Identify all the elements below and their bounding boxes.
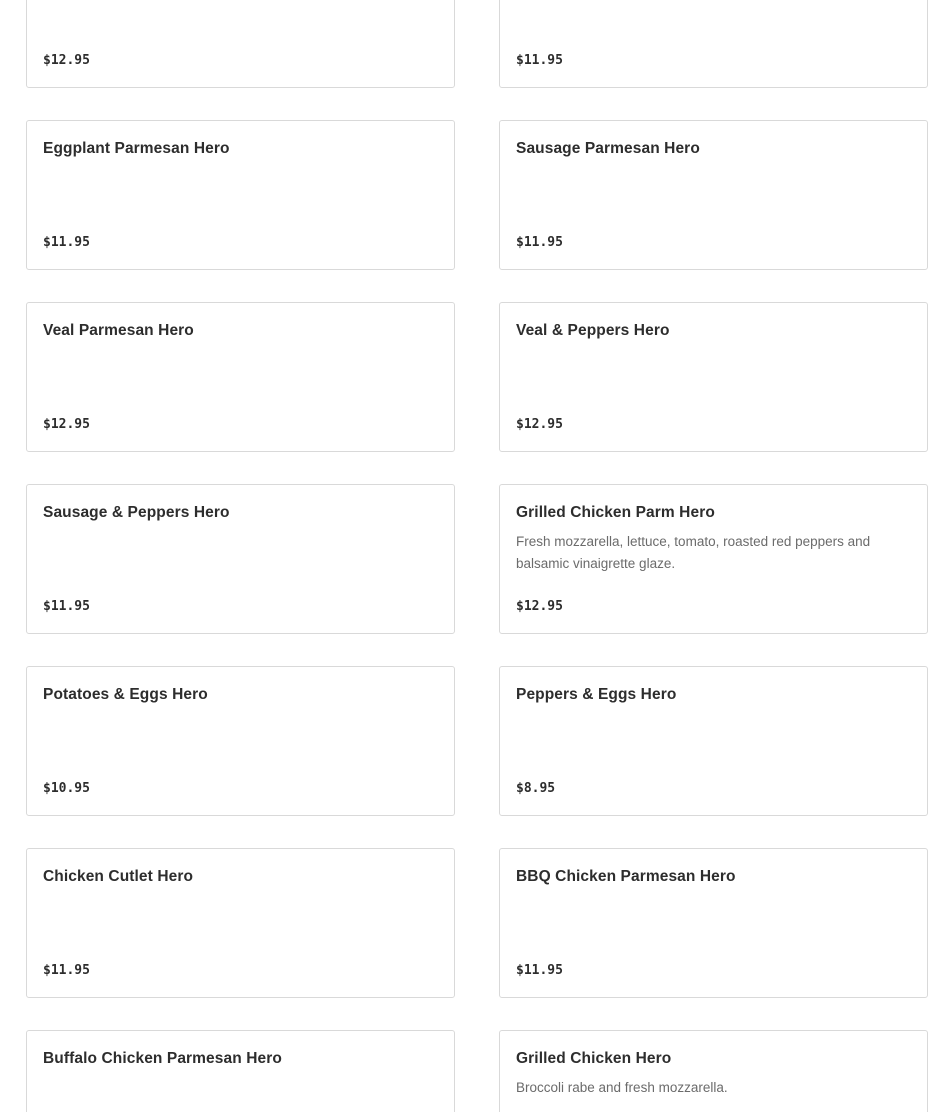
menu-item-card[interactable] [499, 0, 928, 88]
menu-item-card[interactable] [499, 302, 928, 452]
menu-item-price: $11.95 [516, 235, 563, 250]
menu-item-name: Buffalo Chicken Parmesan Hero [43, 1050, 282, 1067]
menu-item-card[interactable] [499, 120, 928, 270]
menu-item-description: Fresh mozzarella, lettuce, tomato, roasted red peppers and balsamic vinaigrette glaze. [516, 534, 871, 571]
menu-item-price: $12.95 [43, 53, 90, 68]
menu-item-price: $11.95 [43, 235, 90, 250]
menu-item-price: $11.95 [43, 599, 90, 614]
menu-item-price: $11.95 [516, 53, 563, 68]
menu-item-name: Veal & Peppers Hero [516, 322, 670, 339]
menu-item-card[interactable] [499, 1030, 928, 1112]
menu-item-name: BBQ Chicken Parmesan Hero [516, 868, 736, 885]
menu-item-card[interactable] [26, 666, 455, 816]
menu-item-name: Veal Parmesan Hero [43, 322, 194, 339]
menu-item-price: $11.95 [43, 963, 90, 978]
menu-item-price: $11.95 [516, 963, 563, 978]
menu-item-description: Broccoli rabe and fresh mozzarella. [516, 1080, 728, 1095]
menu-item-name: Sausage Parmesan Hero [516, 140, 700, 157]
menu-item-name: Grilled Chicken Hero [516, 1050, 672, 1067]
menu-item-name: Sausage & Peppers Hero [43, 504, 230, 521]
menu-items-grid [26, 0, 928, 1112]
menu-item-card[interactable] [26, 484, 455, 634]
menu-item-price: $8.95 [516, 781, 556, 796]
menu-item-name: Grilled Chicken Parm Hero [516, 504, 715, 521]
menu-item-name: Chicken Cutlet Hero [43, 868, 194, 885]
menu-item-card[interactable] [26, 1030, 455, 1112]
menu-item-price: $10.95 [43, 781, 90, 796]
menu-item-card[interactable] [26, 120, 455, 270]
menu-item-price: $12.95 [516, 417, 563, 432]
menu-item-name: Potatoes & Eggs Hero [43, 686, 208, 703]
menu-item-card[interactable] [499, 848, 928, 998]
menu-item-price: $12.95 [43, 417, 90, 432]
menu-item-card[interactable] [26, 0, 455, 88]
menu-item-name: Eggplant Parmesan Hero [43, 140, 230, 157]
menu-item-card[interactable] [499, 666, 928, 816]
menu-item-name: Peppers & Eggs Hero [516, 686, 677, 703]
menu-item-card[interactable] [26, 302, 455, 452]
menu-item-price: $12.95 [516, 599, 563, 614]
menu-item-card[interactable] [26, 848, 455, 998]
menu-item-card[interactable] [499, 484, 928, 634]
